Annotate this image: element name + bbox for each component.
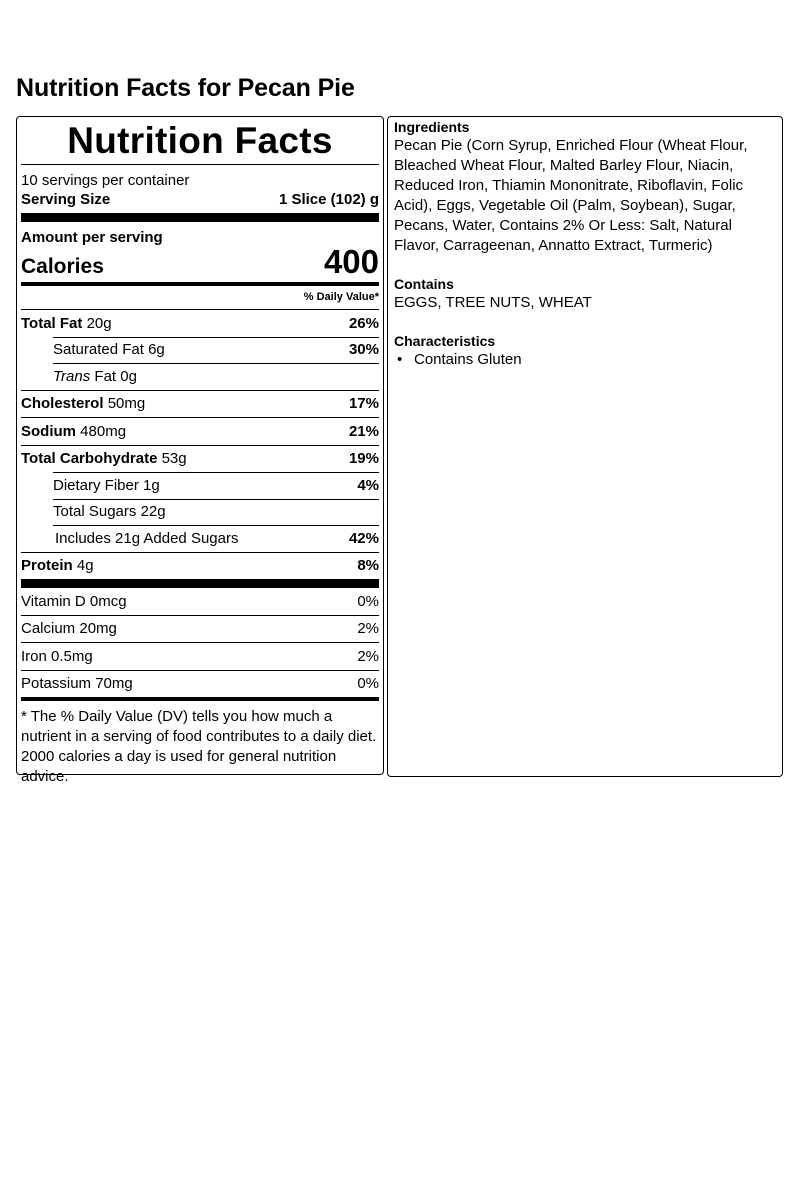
product-info-panel [387,116,783,777]
nutrient-amount: 53g [161,450,187,468]
nutrient-amount: 4g [76,557,94,575]
nutrient-name: Protein [21,557,73,575]
daily-value-footnote: * The % Daily Value (DV) tells you how much a nutrient in a serving of food contributes to a daily diet. 2000 calories a day is used for general nutrition advice. [21,708,377,785]
nutrient-amount: 22g [140,503,166,521]
nutrient-dv: 21% [348,422,379,440]
serving-size-row [21,190,379,210]
nutrient-row-cholesterol [21,390,379,418]
vitamin-amount: 0mcg [89,592,127,610]
divider-thick [21,579,379,588]
nutrient-amount: 20g [86,314,112,332]
nutrient-name: Includes 21g Added Sugars [55,529,239,547]
nutrient-row-trans-fat [21,363,379,390]
vitamin-row-calcium [21,615,379,643]
vitamin-amount: 70mg [95,675,133,693]
servings-per-container: 10 servings per container [21,172,190,189]
amount-per-serving: Amount per serving [21,229,163,246]
vitamin-amount: 20mg [79,620,117,638]
nutrient-row-saturated-fat [21,337,379,364]
nutrient-name: Total Fat [21,314,83,332]
nutrient-name: Sodium [21,422,76,440]
nutrient-dv: 30% [348,341,379,359]
nutrient-dv: 19% [348,450,379,468]
nutrient-row-dietary-fiber [21,472,379,499]
nutrient-name: Saturated Fat [53,341,144,359]
nutrient-name: Cholesterol [21,395,104,413]
contains-title: Contains [394,276,454,292]
nutrient-row-sodium [21,417,379,445]
contains-text: EGGS, TREE NUTS, WHEAT [394,294,592,311]
ingredients-text: Pecan Pie (Corn Syrup, Enriched Flour (Wheat Flour, Bleached Wheat Flour, Malted Barley Flour, Niacin, Reduced Iron, Thiamin Mononitrate, Riboflavin, Folic Acid), Eggs, Vegetable Oil (Palm, Soybean), Sugar, Pecans, Water, Contains 2% Or Less: Salt, Natural Flavor, Carrageenan, Annatto Extract, Turmeric) [394,137,748,254]
nutrient-amount: 1g [143,476,160,494]
vitamin-row-potassium [21,670,379,698]
ingredients-title: Ingredients [394,119,470,135]
divider [21,164,379,165]
calories-value: 400 [323,243,379,280]
nutrient-dv: 17% [348,395,379,413]
vitamin-dv: 2% [357,620,379,638]
list-item: • Contains Gluten [394,350,776,370]
nutrient-dv: 42% [348,529,379,547]
vitamin-name: Potassium [21,675,92,693]
page-title: Nutrition Facts for Pecan Pie [16,74,355,102]
nutrient-name: Trans [53,367,91,385]
nutrient-amount: 480mg [80,422,127,440]
nutrient-name: Dietary Fiber [53,476,139,494]
vitamin-name: Calcium [21,620,76,638]
vitamin-dv: 0% [357,592,379,610]
nutrient-name: Total Carbohydrate [21,450,158,468]
serving-size-value: 1 Slice (102) g [278,191,379,208]
nutrient-row-total-fat [21,309,379,337]
characteristics-title: Characteristics [394,333,496,349]
nutrient-row-total-carbohydrate [21,445,379,473]
vitamin-amount: 0.5mg [51,647,93,665]
nutrient-amount: 6g [148,341,165,359]
nutrition-facts-heading: Nutrition Facts [67,120,333,161]
vitamin-dv: 0% [357,675,379,693]
vitamin-name: Vitamin D [21,592,86,610]
nutrient-amount: Fat 0g [94,367,137,385]
serving-size-label: Serving Size [21,191,111,208]
nutrient-row-total-sugars [21,499,379,526]
vitamin-name: Iron [21,647,47,665]
vitamin-row-vitamin-d [21,588,379,615]
nutrient-dv: 8% [357,557,379,575]
vitamin-row-iron [21,642,379,670]
daily-value-header: % Daily Value* [303,291,379,303]
nutrient-amount: 50mg [107,395,146,413]
calories-row [21,240,379,280]
divider-thick [21,213,379,222]
nutrition-facts-label [16,116,384,785]
calories-label: Calories [21,255,104,278]
nutrient-name: Total Sugars [53,503,137,521]
vitamin-dv: 2% [357,647,379,665]
characteristics-list [394,350,776,370]
nutrient-row-added-sugars [21,525,379,552]
nutrient-dv: 4% [357,476,379,494]
nutrient-dv: 26% [348,314,379,332]
nutrient-row-protein [21,552,379,580]
